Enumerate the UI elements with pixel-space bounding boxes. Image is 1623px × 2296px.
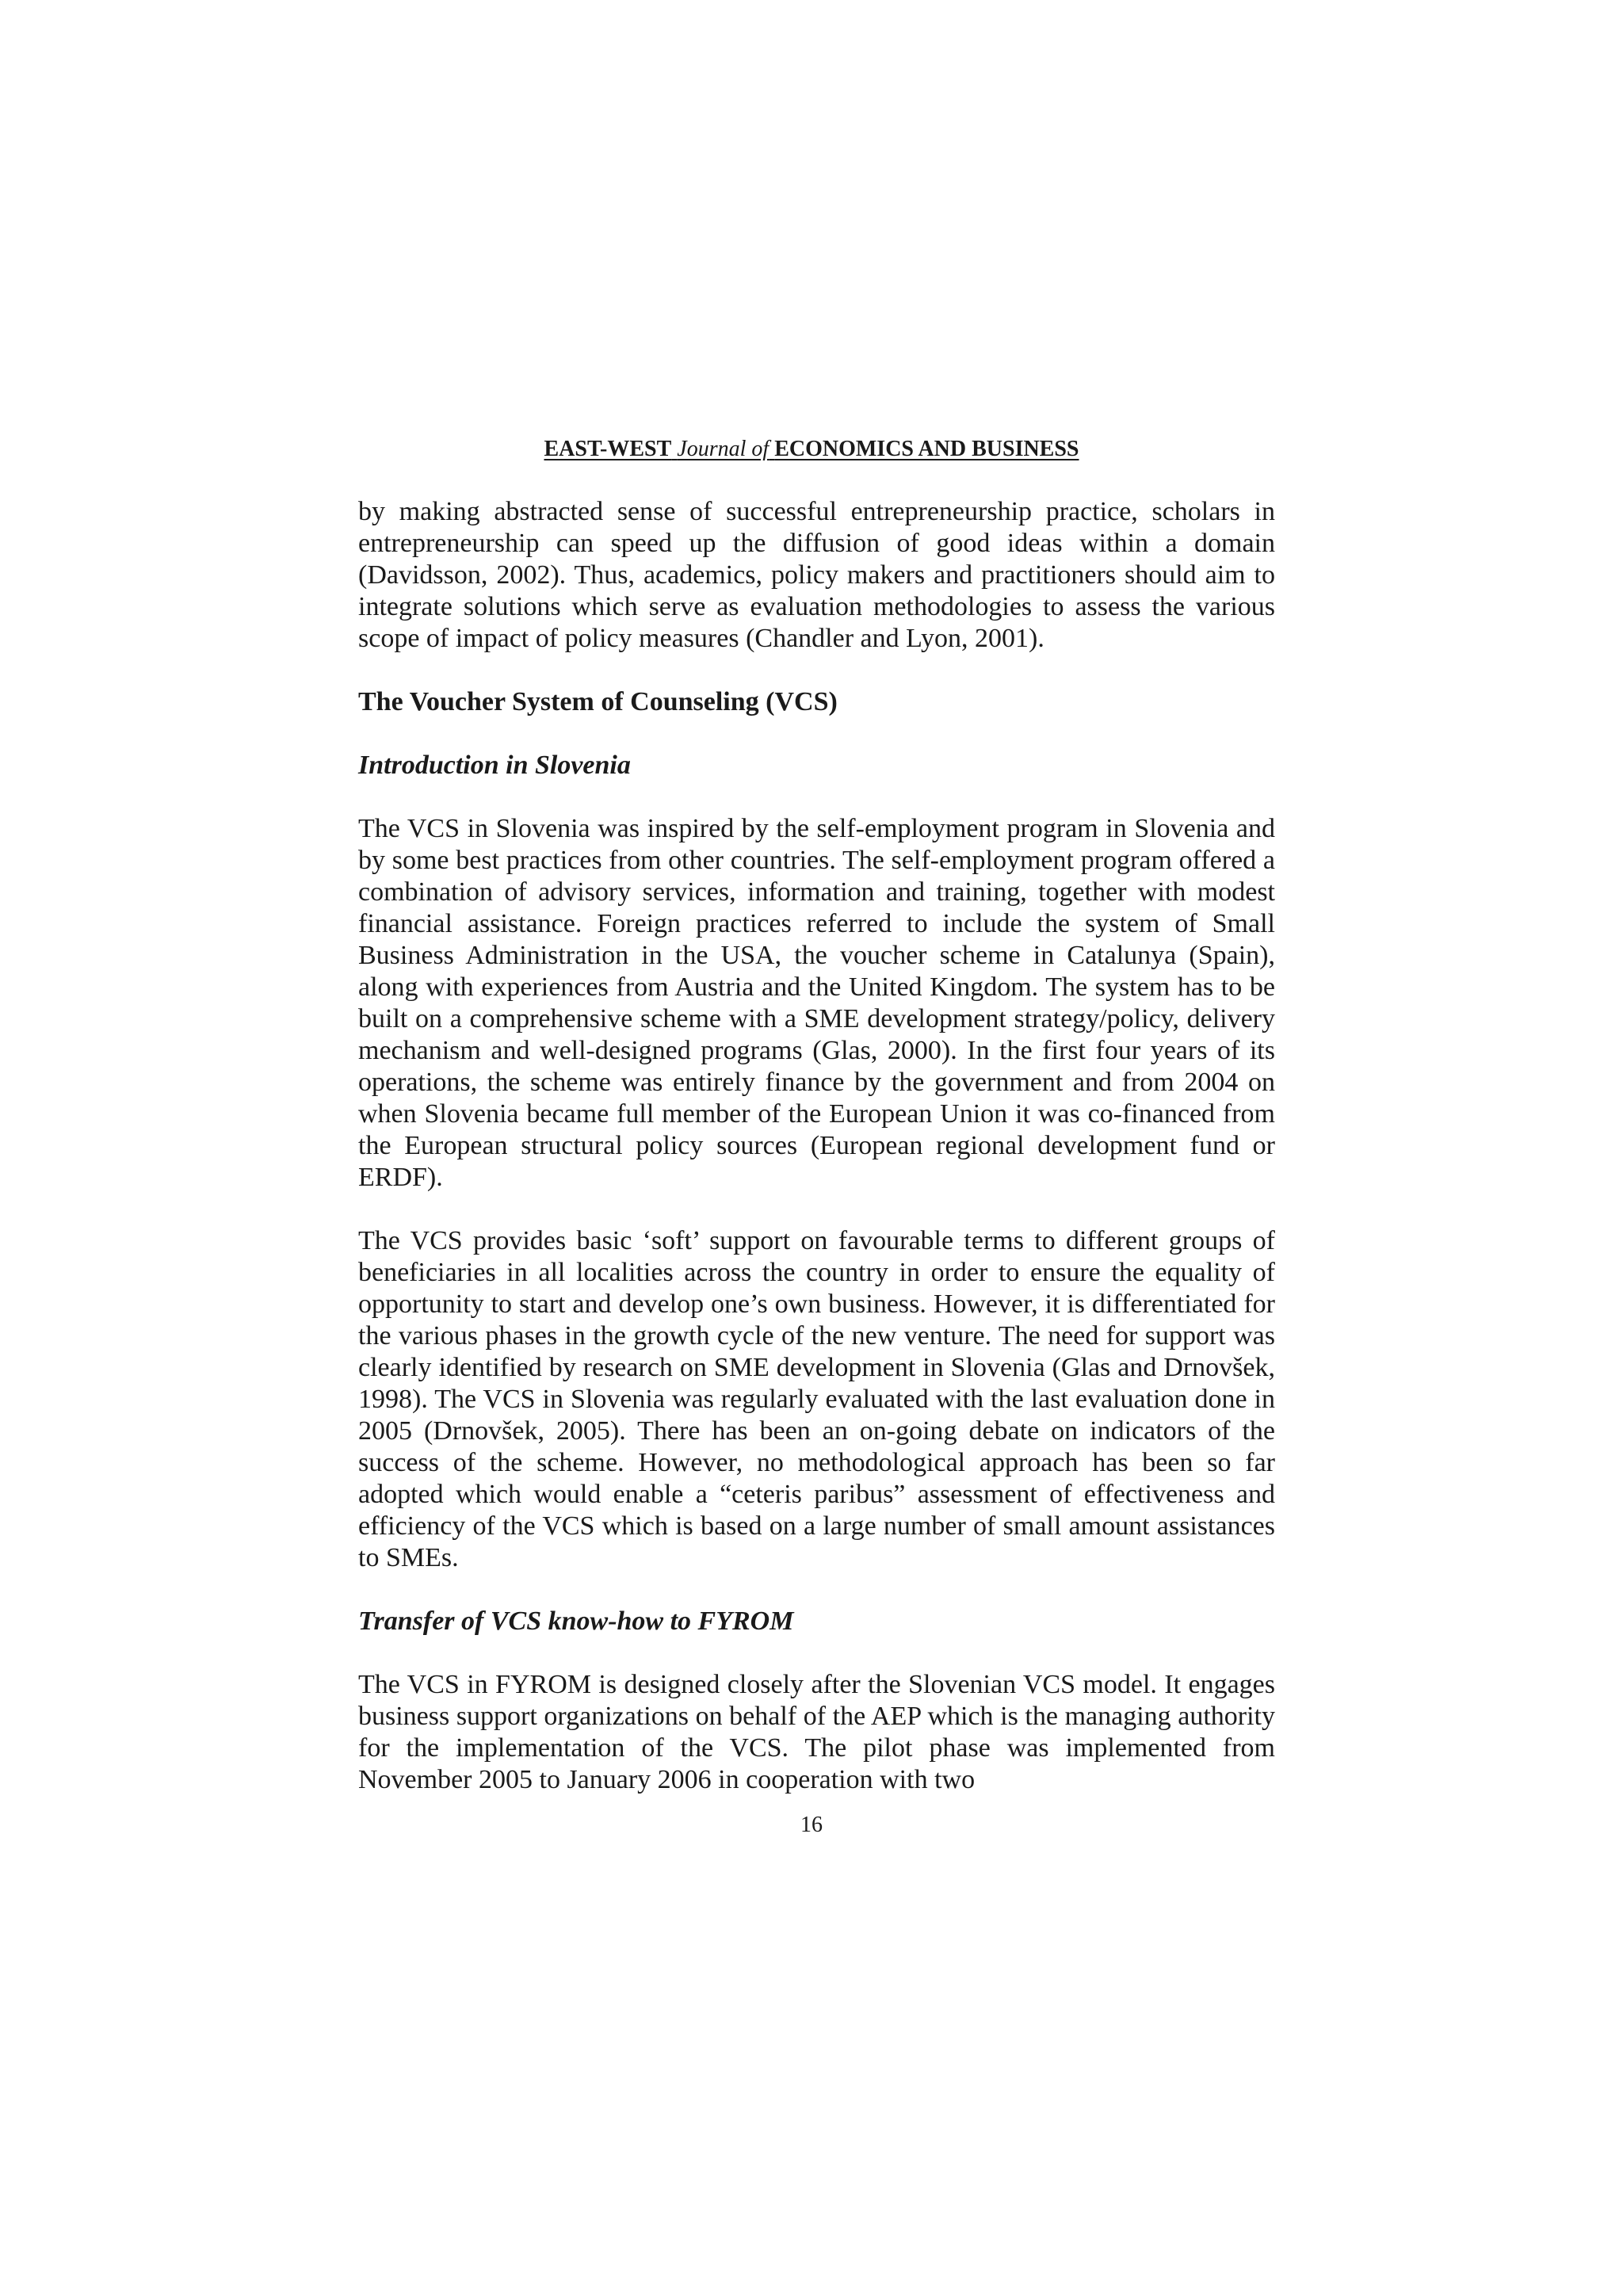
journal-header-part3: ECONOMICS AND BUSINESS <box>774 437 1079 461</box>
subheading-transfer-fyrom: Transfer of VCS know-how to FYROM <box>358 1606 794 1636</box>
journal-header-part2: Journal of <box>677 437 769 461</box>
paragraph-vcs-support: The VCS provides basic ‘soft’ support on favourable terms to different groups of beneficiaries in all localities across the country in order to ensure the equality of opportunity to start and develop one’s own business. However, it is differentiated for the various phases in the growth cycle of the new venture. The need for support was clearly identified by research on SME development in Slovenia (Glas and Drnovšek, 1998). The VCS in Slovenia was regularly evaluated with the last evaluation done in 2005 (Drnovšek, 2005). There has been an on-going debate on indicators of the success of the scheme. However, no methodological approach has been so far adopted which would enable a “ceteris paribus” assessment of effectiveness and efficiency of the VCS which is based on a large number of small amount assistances to SMEs. <box>358 1226 1275 1572</box>
section-heading-vcs: The Voucher System of Counseling (VCS) <box>358 687 838 716</box>
journal-header-part1: EAST-WEST <box>544 437 672 461</box>
subheading-introduction-slovenia: Introduction in Slovenia <box>358 751 631 780</box>
paragraph-vcs-slovenia: The VCS in Slovenia was inspired by the self-employment program in Slovenia and by some best practices from other countries. The self-employment program offered a combination of advisory services, information and training, together with modest financial assistance. Foreign practices referred to include the system of Small Business Administration in the USA, the voucher scheme in Catalunya (Spain), along with experiences from Austria and the United Kingdom. The system has to be built on a comprehensive scheme with a SME development strategy/policy, delivery mechanism and well-designed programs (Glas, 2000). In the first four years of its operations, the scheme was entirely finance by the government and from 2004 on when Slovenia became full member of the European Union it was co-financed from the European structural policy sources (European regional development fund or ERDF). <box>358 814 1275 1192</box>
journal-header <box>0 436 1623 463</box>
page-body <box>358 496 1275 1796</box>
paragraph-vcs-fyrom: The VCS in FYROM is designed closely after the Slovenian VCS model. It engages business support organizations on behalf of the AEP which is the managing authority for the implementation of the VCS. The pilot phase was implemented from November 2005 to January 2006 in cooperation with two <box>358 1670 1275 1794</box>
paragraph-intro: by making abstracted sense of successful entrepreneurship practice, scholars in entrepreneurship can speed up the diffusion of good ideas within a domain (Davidsson, 2002). Thus, academics, policy makers and practitioners should aim to integrate solutions which serve as evaluation methodologies to assess the various scope of impact of policy measures (Chandler and Lyon, 2001). <box>358 497 1275 653</box>
page-number: 16 <box>800 1813 823 1837</box>
